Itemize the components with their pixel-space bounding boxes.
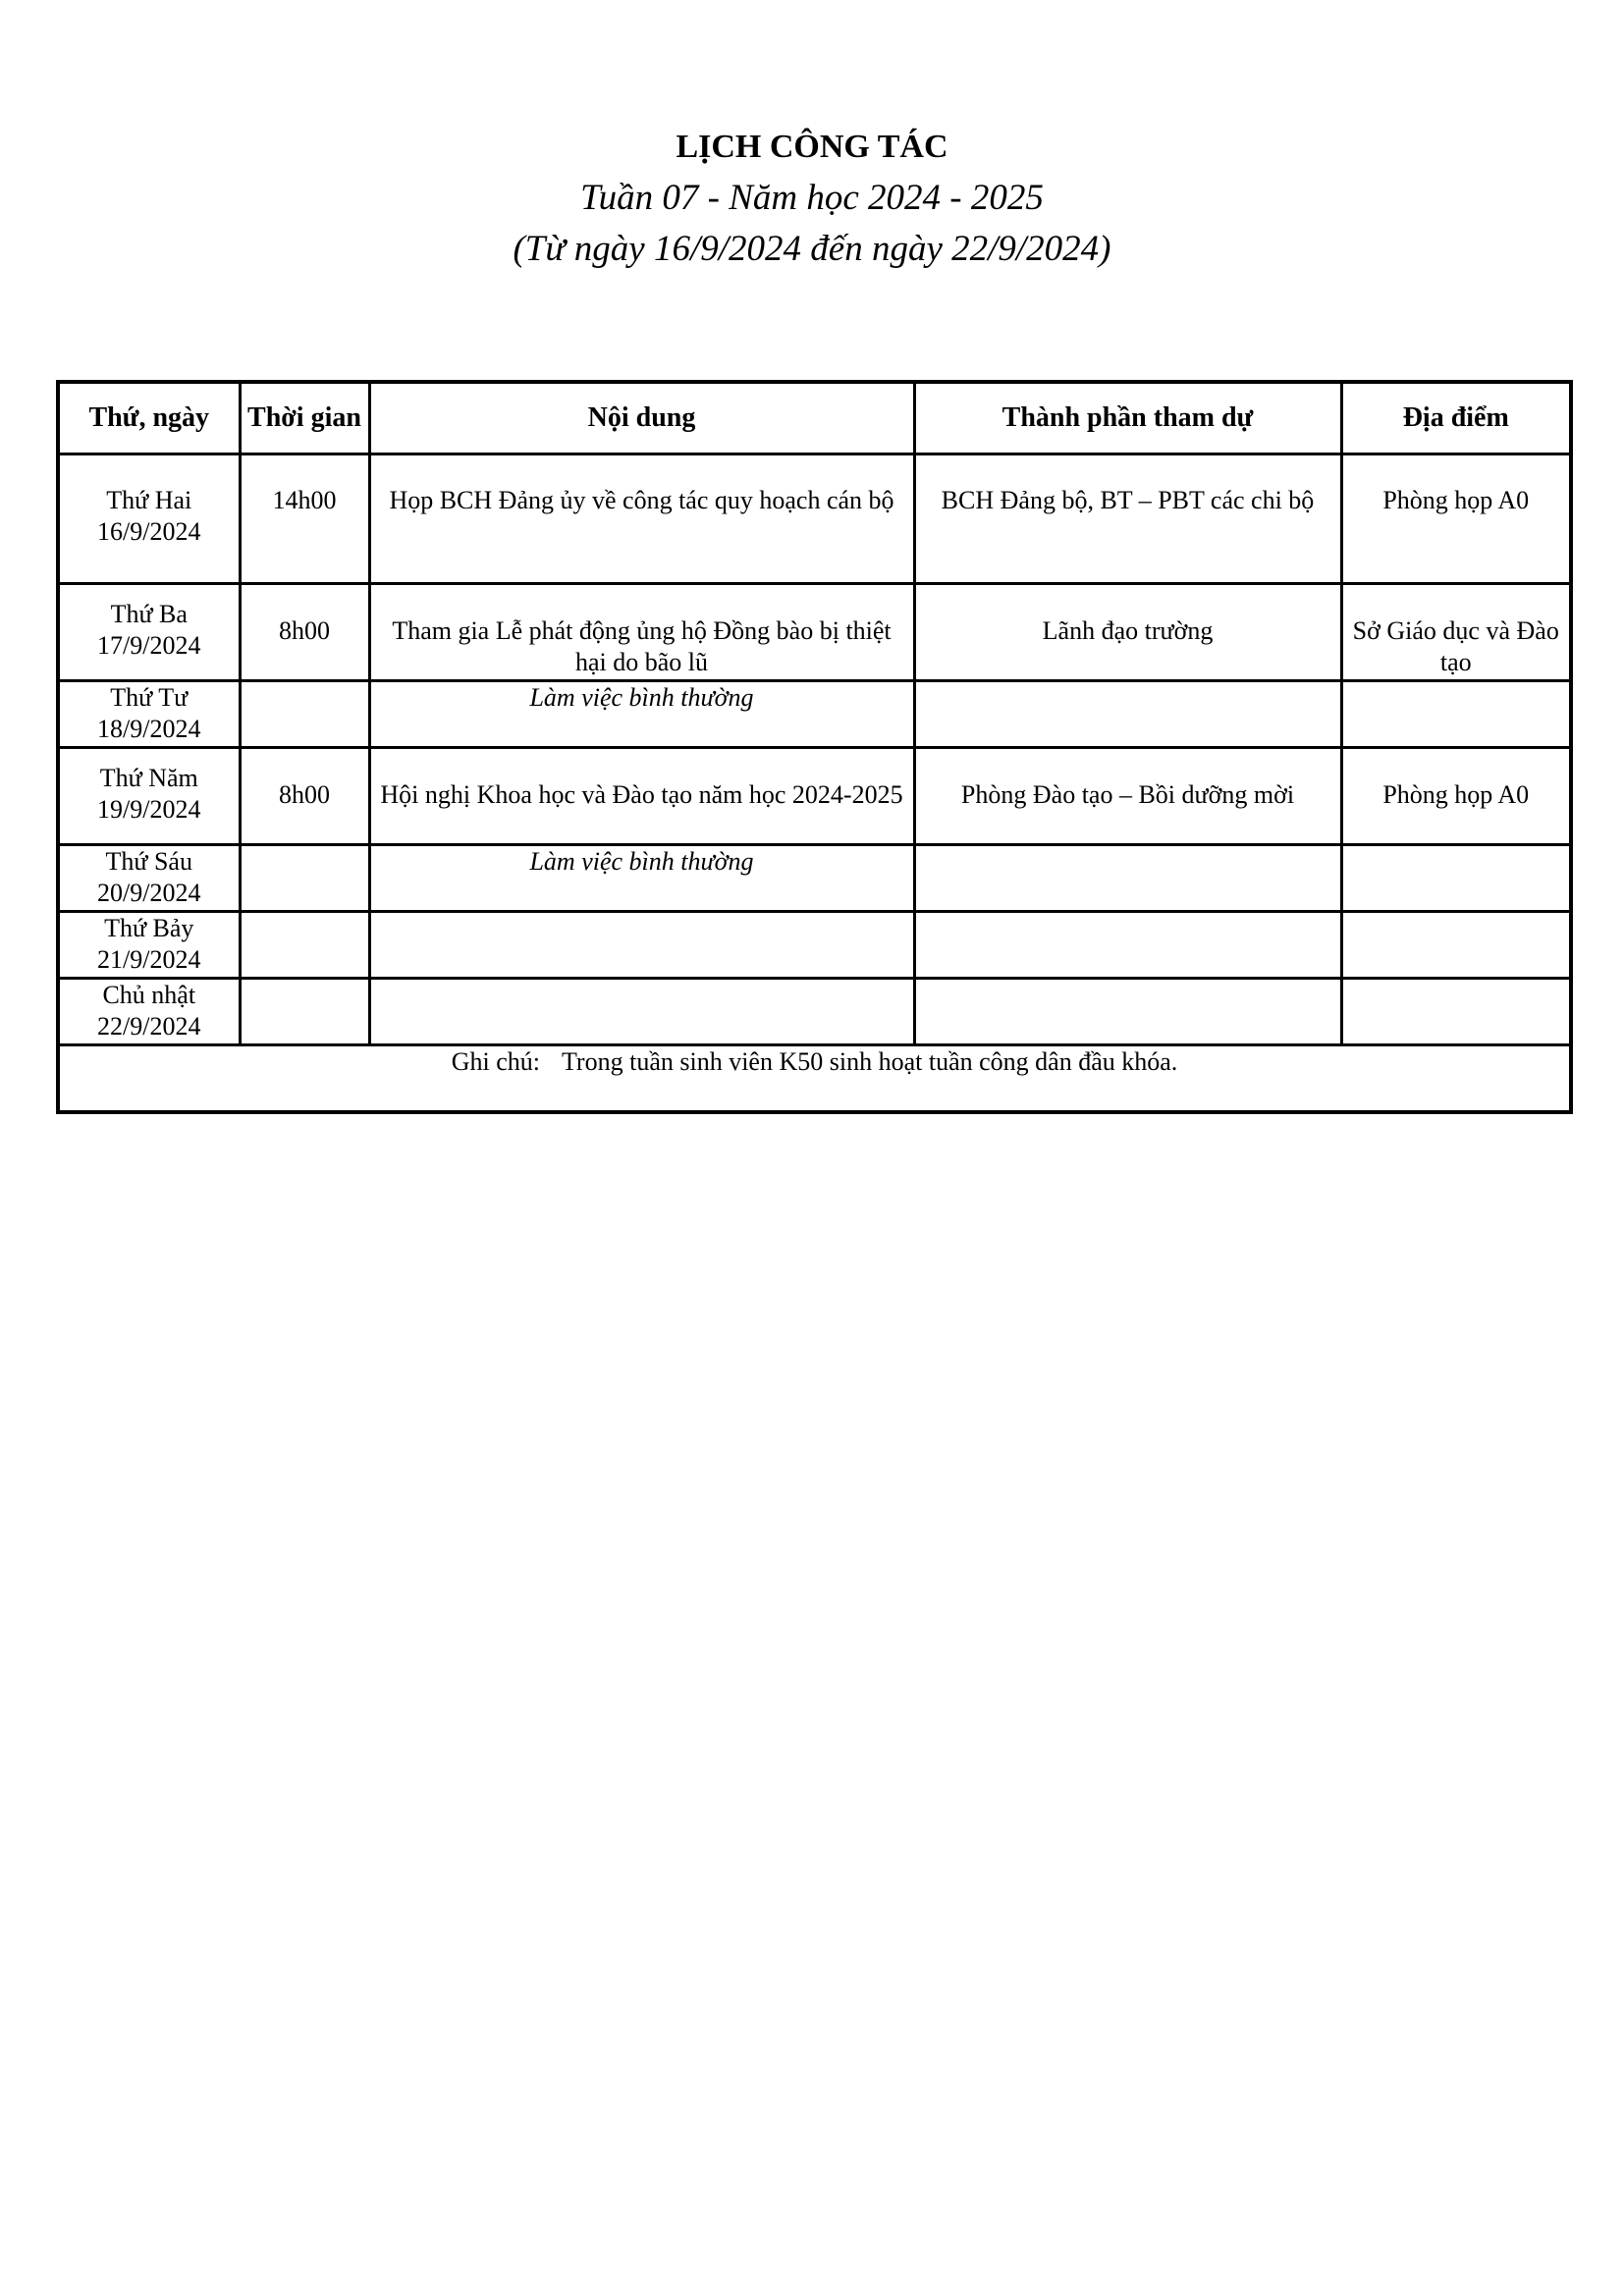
table-row (58, 454, 1571, 584)
participants-cell: Phòng Đào tạo – Bồi dưỡng mời (914, 748, 1341, 845)
location-cell (1341, 681, 1571, 748)
location-cell (1341, 845, 1571, 912)
note-label: Ghi chú: (451, 1047, 540, 1076)
note-text: Trong tuần sinh viên K50 sinh hoạt tuần công dân đầu khóa. (561, 1047, 1178, 1076)
location-cell: Phòng họp A0 (1341, 748, 1571, 845)
participants-cell (914, 912, 1341, 979)
participants-cell: BCH Đảng bộ, BT – PBT các chi bộ (914, 454, 1341, 584)
day-cell (58, 748, 240, 845)
time-cell: 8h00 (240, 584, 369, 681)
day-date: 18/9/2024 (97, 715, 201, 743)
location-cell: Phòng họp A0 (1341, 454, 1571, 584)
day-cell (58, 681, 240, 748)
day-date: 16/9/2024 (97, 517, 201, 546)
table-row (58, 681, 1571, 748)
location-cell: Sở Giáo dục và Đào tạo (1341, 584, 1571, 681)
content-cell: Làm việc bình thường (369, 845, 914, 912)
column-header-content: Nội dung (369, 382, 914, 454)
time-cell (240, 845, 369, 912)
note-row (58, 1045, 1571, 1112)
day-name: Thứ Sáu (105, 847, 192, 876)
content-cell (369, 912, 914, 979)
content-cell (369, 979, 914, 1045)
content-cell: Làm việc bình thường (369, 681, 914, 748)
schedule-table (56, 380, 1573, 1114)
location-cell (1341, 912, 1571, 979)
time-cell: 8h00 (240, 748, 369, 845)
time-cell (240, 912, 369, 979)
day-date: 17/9/2024 (97, 631, 201, 660)
table-row (58, 748, 1571, 845)
participants-cell (914, 845, 1341, 912)
document-title: LỊCH CÔNG TÁC (676, 129, 948, 165)
participants-cell (914, 681, 1341, 748)
day-name: Thứ Tư (110, 683, 189, 712)
day-cell (58, 454, 240, 584)
content-cell: Tham gia Lễ phát động ủng hộ Đồng bào bị thiệt hại do bão lũ (369, 584, 914, 681)
date-range: (Từ ngày 16/9/2024 đến ngày 22/9/2024) (513, 229, 1111, 269)
day-cell (58, 979, 240, 1045)
document-header (0, 128, 1624, 271)
table-header-row (58, 382, 1571, 454)
time-cell (240, 681, 369, 748)
day-name: Chủ nhật (102, 981, 196, 1009)
day-cell (58, 912, 240, 979)
location-cell (1341, 979, 1571, 1045)
table-row (58, 584, 1571, 681)
time-cell (240, 979, 369, 1045)
table-row (58, 845, 1571, 912)
day-cell (58, 845, 240, 912)
day-date: 20/9/2024 (97, 879, 201, 907)
day-cell (58, 584, 240, 681)
column-header-time: Thời gian (240, 382, 369, 454)
time-cell: 14h00 (240, 454, 369, 584)
participants-cell (914, 979, 1341, 1045)
day-name: Thứ Năm (99, 764, 198, 792)
day-name: Thứ Bảy (104, 914, 194, 942)
day-name: Thứ Hai (106, 486, 192, 514)
participants-cell: Lãnh đạo trường (914, 584, 1341, 681)
note-cell (58, 1045, 1571, 1112)
column-header-day: Thứ, ngày (58, 382, 240, 454)
day-date: 22/9/2024 (97, 1012, 201, 1041)
day-date: 21/9/2024 (97, 945, 201, 974)
table-row (58, 912, 1571, 979)
content-cell: Hội nghị Khoa học và Đào tạo năm học 2024-2025 (369, 748, 914, 845)
day-date: 19/9/2024 (97, 795, 201, 824)
day-name: Thứ Ba (110, 600, 188, 628)
table-row (58, 979, 1571, 1045)
week-subtitle: Tuần 07 - Năm học 2024 - 2025 (580, 178, 1044, 218)
column-header-location: Địa điểm (1341, 382, 1571, 454)
column-header-participants: Thành phần tham dự (914, 382, 1341, 454)
content-cell: Họp BCH Đảng ủy về công tác quy hoạch cán bộ (369, 454, 914, 584)
